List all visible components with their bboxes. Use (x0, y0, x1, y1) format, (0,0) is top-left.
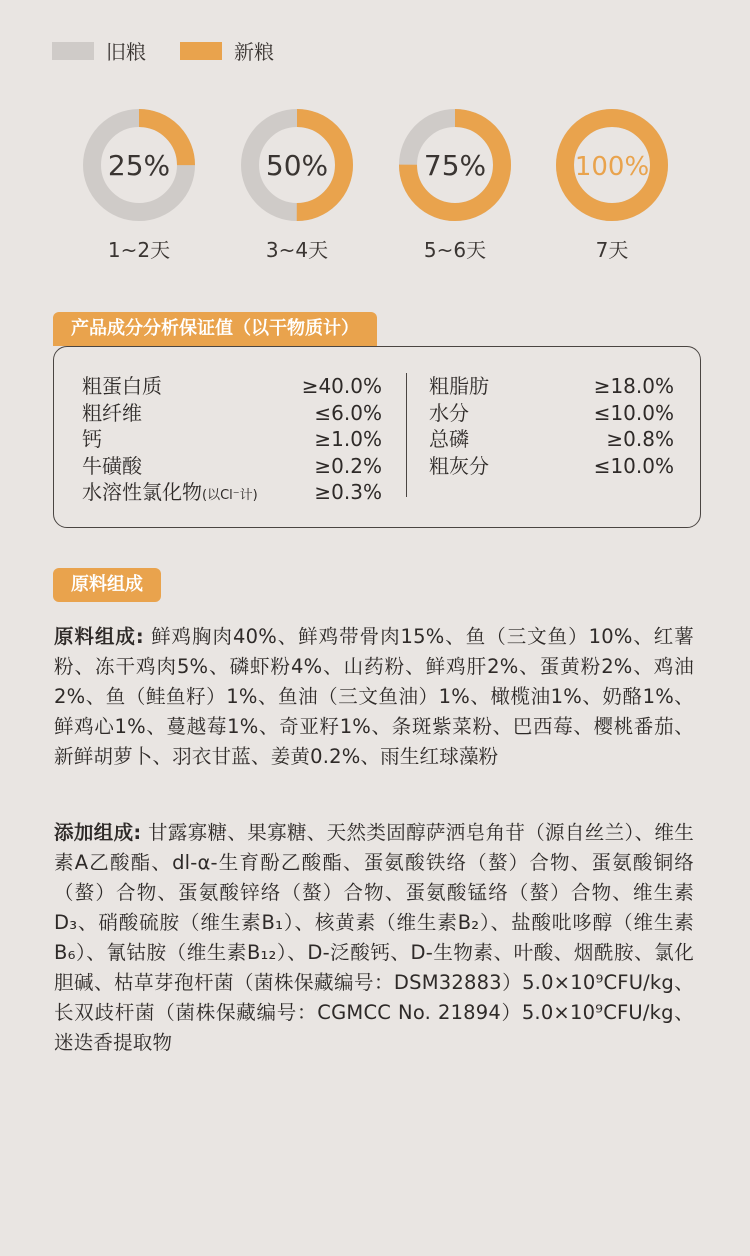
donut-days-label: 5~6天 (423, 238, 487, 262)
donut-chart-3 (396, 106, 514, 224)
nutrient-note: (以Cl⁻计) (202, 488, 258, 503)
donut-percent-label: 50% (265, 149, 329, 182)
legend (52, 36, 308, 65)
donut-days-label: 7天 (595, 238, 629, 262)
donut-1 (80, 106, 198, 263)
nutrient-name: 水分 (429, 400, 469, 425)
nutrition-row (82, 426, 382, 453)
nutrient-value: ≥1.0% (314, 427, 382, 451)
nutrition-left-column (82, 373, 382, 510)
donut-percent-label: 100% (574, 152, 650, 182)
ingredients-tab: 原料组成 (53, 568, 161, 602)
nutrient-value: ≤10.0% (593, 400, 674, 425)
nutrition-row (429, 426, 674, 453)
nutrient-value: ≥40.0% (301, 374, 382, 398)
legend-label-new: 新粮 (234, 40, 274, 64)
additive-ingredients-text: 甘露寡糖、果寡糖、天然类固醇萨洒皂角苷（源自丝兰）、维生素A乙酸酯、dl-α-生育酚乙酸酯、蛋氨酸铁络（螯）合物、蛋氨酸铜络（螯）合物、蛋氨酸锌络（螯）合物、蛋氨酸锰络（螯）合物、维生素D₃、硝酸硫胺（维生素B₁）、核黄素（维生素B₂）、盐酸吡哆醇（维生素B₆）、氰钴胺（维生素B₁₂）、D-泛酸钙、D-生物素、叶酸、烟酰胺、氯化胆碱、枯草芽孢杆菌（菌株保藏编号：DSM32883）5.0×10⁹CFU/kg、长双歧杆菌（菌株保藏编号：CGMCC No. 21894）5.0×10⁹CFU/kg、迷迭香提取物 (54, 821, 694, 1054)
nutrient-name: 总磷 (429, 427, 469, 451)
nutrition-row (429, 400, 674, 427)
donut-days-label: 1~2天 (107, 238, 171, 262)
donut-chart-4 (553, 106, 671, 224)
nutrition-row (82, 453, 382, 480)
nutrient-value: ≥0.2% (314, 453, 382, 478)
additive-ingredients-paragraph (54, 818, 694, 1058)
nutrient-name: 牛磺酸 (82, 453, 142, 478)
nutrient-name: 粗纤维 (82, 400, 142, 425)
legend-label-old: 旧粮 (106, 40, 146, 64)
legend-item-old (52, 36, 146, 65)
nutrition-title-tab: 产品成分分析保证值（以干物质计） (53, 312, 377, 346)
nutrient-value: ≤10.0% (593, 453, 674, 478)
nutrient-name (82, 479, 258, 510)
additive-ingredients-label: 添加组成: (54, 821, 142, 844)
nutrient-value: ≥0.8% (606, 427, 674, 451)
nutrition-right-column (429, 373, 674, 479)
donut-2 (238, 106, 356, 263)
nutrition-row (82, 400, 382, 427)
nutrition-row (429, 373, 674, 400)
nutrient-value: ≥0.3% (314, 480, 382, 504)
column-divider (406, 373, 407, 497)
raw-ingredients-text: 鲜鸡胸肉40%、鲜鸡带骨肉15%、鱼（三文鱼）10%、红薯粉、冻干鸡肉5%、磷虾粉4%、山药粉、鲜鸡肝2%、蛋黄粉2%、鸡油2%、鱼（鲑鱼籽）1%、鱼油（三文鱼油）1%、橄榄油1%、奶酪1%、鲜鸡心1%、蔓越莓1%、奇亚籽1%、条斑紫菜粉、巴西莓、樱桃番茄、新鲜胡萝卜、羽衣甘蓝、姜黄0.2%、雨生红球藻粉 (54, 625, 694, 768)
nutrient-name: 钙 (82, 427, 102, 451)
nutrient-value: ≤6.0% (314, 400, 382, 425)
nutrient-name: 粗脂肪 (429, 374, 489, 398)
donut-percent-label: 25% (107, 149, 171, 182)
transition-donuts (0, 106, 750, 266)
nutrition-row (82, 479, 382, 510)
raw-ingredients-paragraph (54, 622, 694, 772)
nutrition-row (429, 453, 674, 480)
nutrition-table (53, 346, 701, 528)
donut-chart-2 (238, 106, 356, 224)
donut-4 (553, 106, 671, 263)
nutrient-name: 粗蛋白质 (82, 374, 162, 398)
donut-chart-1 (80, 106, 198, 224)
legend-swatch-new (180, 42, 222, 60)
donut-percent-label: 75% (423, 149, 487, 182)
nutrient-name-text: 水溶性氯化物 (82, 480, 202, 504)
donut-3 (396, 106, 514, 263)
raw-ingredients-label: 原料组成: (54, 625, 144, 648)
legend-swatch-old (52, 42, 94, 60)
legend-item-new (180, 36, 274, 65)
nutrition-row (82, 373, 382, 400)
nutrient-name: 粗灰分 (429, 453, 489, 478)
donut-days-label: 3~4天 (265, 238, 329, 262)
nutrient-value: ≥18.0% (593, 374, 674, 398)
